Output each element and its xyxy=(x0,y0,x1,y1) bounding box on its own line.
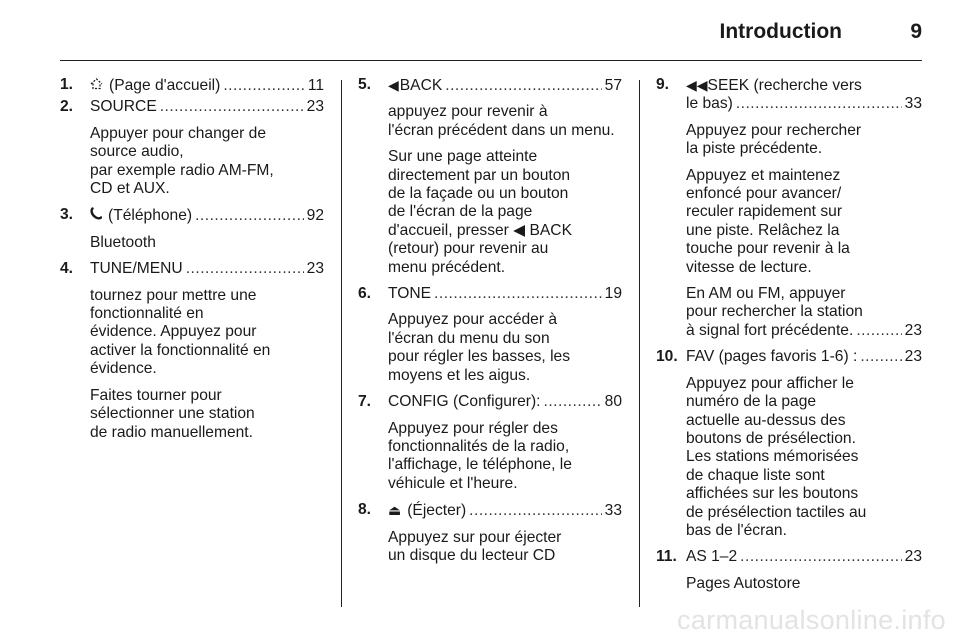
item-number: 6. xyxy=(358,285,372,303)
list-item-3 xyxy=(60,206,324,252)
column-3 xyxy=(656,76,922,593)
list-item-11 xyxy=(656,548,922,593)
page-ref: 57 xyxy=(604,77,622,94)
header-title: Introduction xyxy=(719,20,842,43)
item-label-line1: SEEK (recherche vers xyxy=(707,77,862,94)
watermark: carmanualsonline.info xyxy=(677,605,946,635)
eject-icon: ⏏ xyxy=(388,502,402,519)
page-ref: 23 xyxy=(306,98,324,116)
leader-dots xyxy=(860,348,901,366)
column-2 xyxy=(358,76,622,565)
item-number: 7. xyxy=(358,393,372,411)
list-item-7 xyxy=(358,393,622,493)
leader-dots xyxy=(856,322,901,340)
item-description: Appuyez pour rechercher la piste précédente. xyxy=(686,121,862,158)
item-description-3: En AM ou FM, appuyer pour rechercher la station xyxy=(686,285,863,321)
item-description: Appuyez sur pour éjecter un disque du lecteur CD xyxy=(388,528,562,564)
item-description: Appuyez pour régler des fonctionnalités de la radio, l'affichage, le téléphone, le véhicule et l'heure. xyxy=(388,419,572,492)
item-label: SOURCE xyxy=(90,98,157,116)
item-number: 11. xyxy=(656,548,677,566)
column-divider-1 xyxy=(341,80,342,607)
item-description-2: Sur une page atteinte directement par un bouton de la façade ou un bouton de l'écran de la page d'accueil, presser ◀ BACK (retour) pour revenir au menu précédent. xyxy=(388,148,572,276)
item-description: Appuyez pour accéder à l'écran du menu du son pour régler les basses, les moyens et les aigus. xyxy=(388,311,571,384)
leader-dots xyxy=(740,548,901,566)
item-description: Appuyez pour afficher le numéro de la page actuelle au-dessus des boutons de présélection. Les stations mémorisées de chaque liste sont affichées sur les boutons de présélection tactiles au bas de l'écran. xyxy=(686,374,867,539)
list-item-6 xyxy=(358,285,622,385)
page-ref: 23 xyxy=(904,321,922,339)
item-number: 5. xyxy=(358,76,372,93)
page-ref: 11 xyxy=(307,77,324,94)
item-label: (Téléphone) xyxy=(108,207,193,225)
item-number: 10. xyxy=(656,348,678,366)
column-1 xyxy=(60,76,324,442)
item-label: BACK xyxy=(399,77,443,94)
item-label: FAV (pages favoris 1-6) : xyxy=(686,348,858,366)
back-arrow-icon: ◀ xyxy=(388,77,399,93)
page-ref: 23 xyxy=(306,260,324,278)
item-label: (Page d'accueil) xyxy=(109,77,221,94)
item-description-2: Faites tourner pour sélectionner une station de radio manuellement. xyxy=(90,386,255,441)
leader-dots xyxy=(544,393,602,411)
header-page-number: 9 xyxy=(910,20,922,43)
leader-dots xyxy=(186,260,304,278)
header-rule xyxy=(60,60,922,61)
column-divider-2 xyxy=(639,80,640,607)
page-ref: 19 xyxy=(604,285,622,303)
page-ref: 80 xyxy=(604,393,622,411)
page-ref: 92 xyxy=(306,207,324,225)
seek-back-icon: ◀◀ xyxy=(686,77,708,93)
leader-dots xyxy=(160,98,304,116)
item-description-3-last: à signal fort précédente. xyxy=(686,321,854,339)
item-label: le bas) xyxy=(686,95,733,113)
home-icon xyxy=(90,76,103,94)
item-label: AS 1–2 xyxy=(686,548,738,566)
item-description: Pages Autostore xyxy=(686,574,801,592)
leader-dots xyxy=(445,77,601,95)
page-ref: 23 xyxy=(904,348,922,366)
item-label: TONE xyxy=(388,285,432,303)
page-ref: 23 xyxy=(904,548,922,566)
page-ref: 33 xyxy=(604,502,622,520)
list-item-9 xyxy=(656,76,922,340)
leader-dots xyxy=(434,285,602,303)
item-description: tournez pour mettre une fonctionnalité en évidence. Appuyez pour activer la fonctionnalité en évidence. xyxy=(90,286,271,378)
item-label: CONFIG (Configurer): xyxy=(388,393,541,411)
list-item-5 xyxy=(358,76,622,277)
item-label: (Éjecter) xyxy=(407,502,467,520)
item-description-2: Appuyez et maintenez enfoncé pour avancer/ reculer rapidement sur une piste. Relâchez la touche pour revenir à la vitesse de lecture. xyxy=(686,166,850,276)
item-description: Appuyer pour changer de source audio, par exemple radio AM-FM, CD et AUX. xyxy=(90,124,274,198)
item-description: Bluetooth xyxy=(90,233,156,251)
phone-icon xyxy=(90,206,102,224)
leader-dots xyxy=(195,207,304,225)
item-number: 9. xyxy=(656,76,670,93)
item-number: 4. xyxy=(60,260,74,278)
item-number: 2. xyxy=(60,98,74,116)
list-item-1 xyxy=(60,76,324,95)
item-number: 1. xyxy=(60,76,74,93)
leader-dots xyxy=(469,502,601,520)
list-item-2 xyxy=(60,98,324,198)
page-ref: 33 xyxy=(904,95,922,113)
list-item-4 xyxy=(60,260,324,442)
item-description: appuyez pour revenir à l'écran précédent dans un menu. xyxy=(388,103,615,139)
item-number: 3. xyxy=(60,206,74,224)
leader-dots xyxy=(736,95,902,113)
item-number: 8. xyxy=(358,501,372,519)
list-item-8 xyxy=(358,501,622,565)
leader-dots xyxy=(223,77,304,95)
item-label: TUNE/MENU xyxy=(90,260,183,278)
list-item-10 xyxy=(656,348,922,540)
